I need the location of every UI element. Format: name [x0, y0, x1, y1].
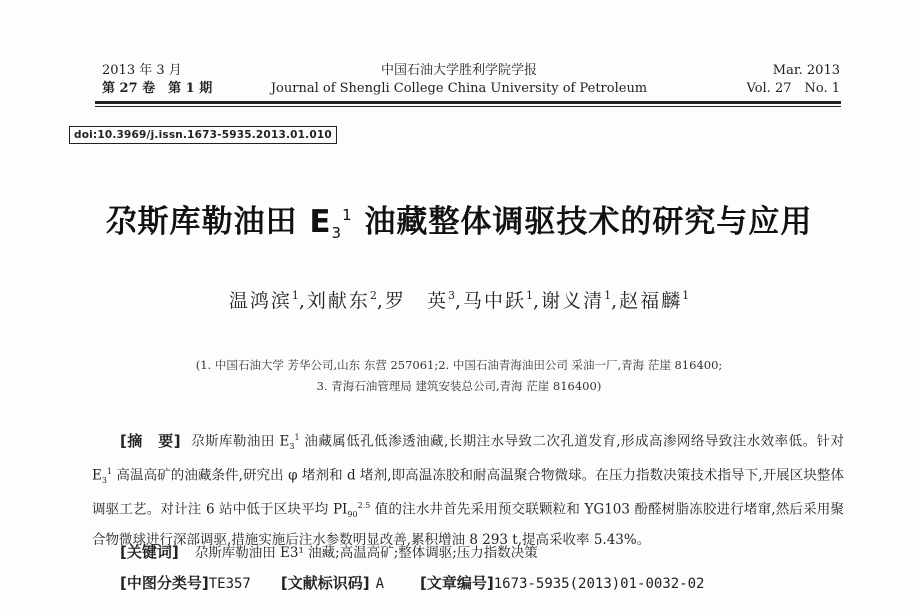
abstract-seg4: 值的注水井首先采用预交联颗粒和 YG103 酚醛树脂冻胶进行堵窜,然后采用聚合物微球进行深部调驱,措施实施后注水参数明显改善,累积增油 8 293 t,提高采收率 5.43%。	[92, 501, 844, 548]
author: 谢义清	[541, 290, 605, 312]
header-date-cn: 2013 年 3 月	[102, 63, 182, 78]
keywords-text: 尕斯库勒油田 E3¹ 油藏;高温高矿;整体调驱;压力指数决策	[194, 545, 538, 561]
abstract-seg3: 高温高矿的油藏条件,研究出 φ 堵剂和 d 堵剂,即高温冻胶和耐高温聚合物微球。在压力指数决策技术指导下,开展区块整体调驱工艺。对计注 6 站中低于区块平均 PI	[92, 467, 844, 518]
abstract-seg2: 油藏属低孔低渗透油藏,长期注水导致二次孔道发育,形成高渗网络导致注水效率低。针对 E	[92, 433, 844, 484]
header-rule-thick	[95, 101, 841, 104]
author: 赵福麟	[619, 290, 683, 312]
doc-code-value: A	[375, 576, 385, 592]
abstract-seg1: 尕斯库勒油田 E	[190, 433, 290, 450]
title-part2: 油藏整体调驱技术的研究与应用	[352, 204, 813, 240]
journal-header	[0, 62, 918, 106]
header-volume-en: Vol. 27 No. 1	[746, 81, 840, 96]
author-list: 温鸿滨$^1$,刘献东$^2$,罗 英$^3$,马中跃$^1$,谢义清$^1$,赵福麟$^1$	[228, 289, 690, 312]
author: 刘献东	[306, 290, 370, 312]
abstract-label: [摘 要]	[120, 431, 181, 450]
affiliation-line-1: (1. 中国石油大学 芳华公司,山东 东营 257061;2. 中国石油青海油田公司 采油一厂,青海 茫崖 816400;	[195, 358, 723, 372]
article-number-value: 1673-5935(2013)01-0032-02	[493, 576, 705, 592]
header-volume-cn: 第 27 卷 第 1 期	[102, 81, 213, 96]
abstract-sub2: 3	[101, 476, 107, 486]
author-aff: 1	[291, 289, 299, 302]
paper-title	[0, 196, 918, 242]
keywords	[120, 541, 538, 562]
author-aff: 1	[682, 289, 690, 302]
header-journal-cn: 中国石油大学胜利学院学报	[380, 63, 537, 78]
abstract-sub3: 90	[347, 510, 358, 520]
clc-label: [中图分类号]	[120, 574, 209, 592]
header-date-en: Mar. 2013	[772, 63, 840, 78]
title-part1: 尕斯库勒油田 E	[105, 204, 332, 240]
header-rule-thin	[95, 106, 841, 107]
abstract-sup1: 1	[294, 433, 300, 442]
author-aff: 3	[447, 289, 455, 302]
author: 温鸿滨	[228, 290, 292, 312]
author-aff: 1	[604, 289, 612, 302]
author-aff: 1	[526, 289, 534, 302]
header-journal-en: Journal of Shengli College China University of Petroleum	[270, 81, 648, 96]
header-right	[747, 62, 841, 98]
author: 马中跃	[463, 290, 527, 312]
doi-box: doi:10.3969/j.issn.1673-5935.2013.01.010	[69, 126, 337, 144]
title-sup: 1	[342, 206, 353, 224]
title-sub: 3	[331, 224, 343, 242]
abstract-sup2: 1	[106, 467, 113, 477]
affiliation-line-2: 3. 青海石油管理局 建筑安装总公司,青海 茫崖 816400)	[316, 379, 602, 393]
doc-code-label: [文献标识码]	[280, 574, 370, 592]
clc-value: TE357	[208, 576, 251, 592]
abstract-sup3: 2.5	[357, 501, 371, 511]
author: 罗 英	[384, 290, 448, 312]
keywords-label: [关键词]	[120, 543, 179, 561]
classification-line	[120, 572, 704, 593]
author-aff: 2	[369, 289, 377, 302]
abstract	[92, 425, 844, 553]
article-number-label: [文章编号]	[420, 574, 494, 592]
abstract-sub1: 3	[289, 442, 295, 452]
